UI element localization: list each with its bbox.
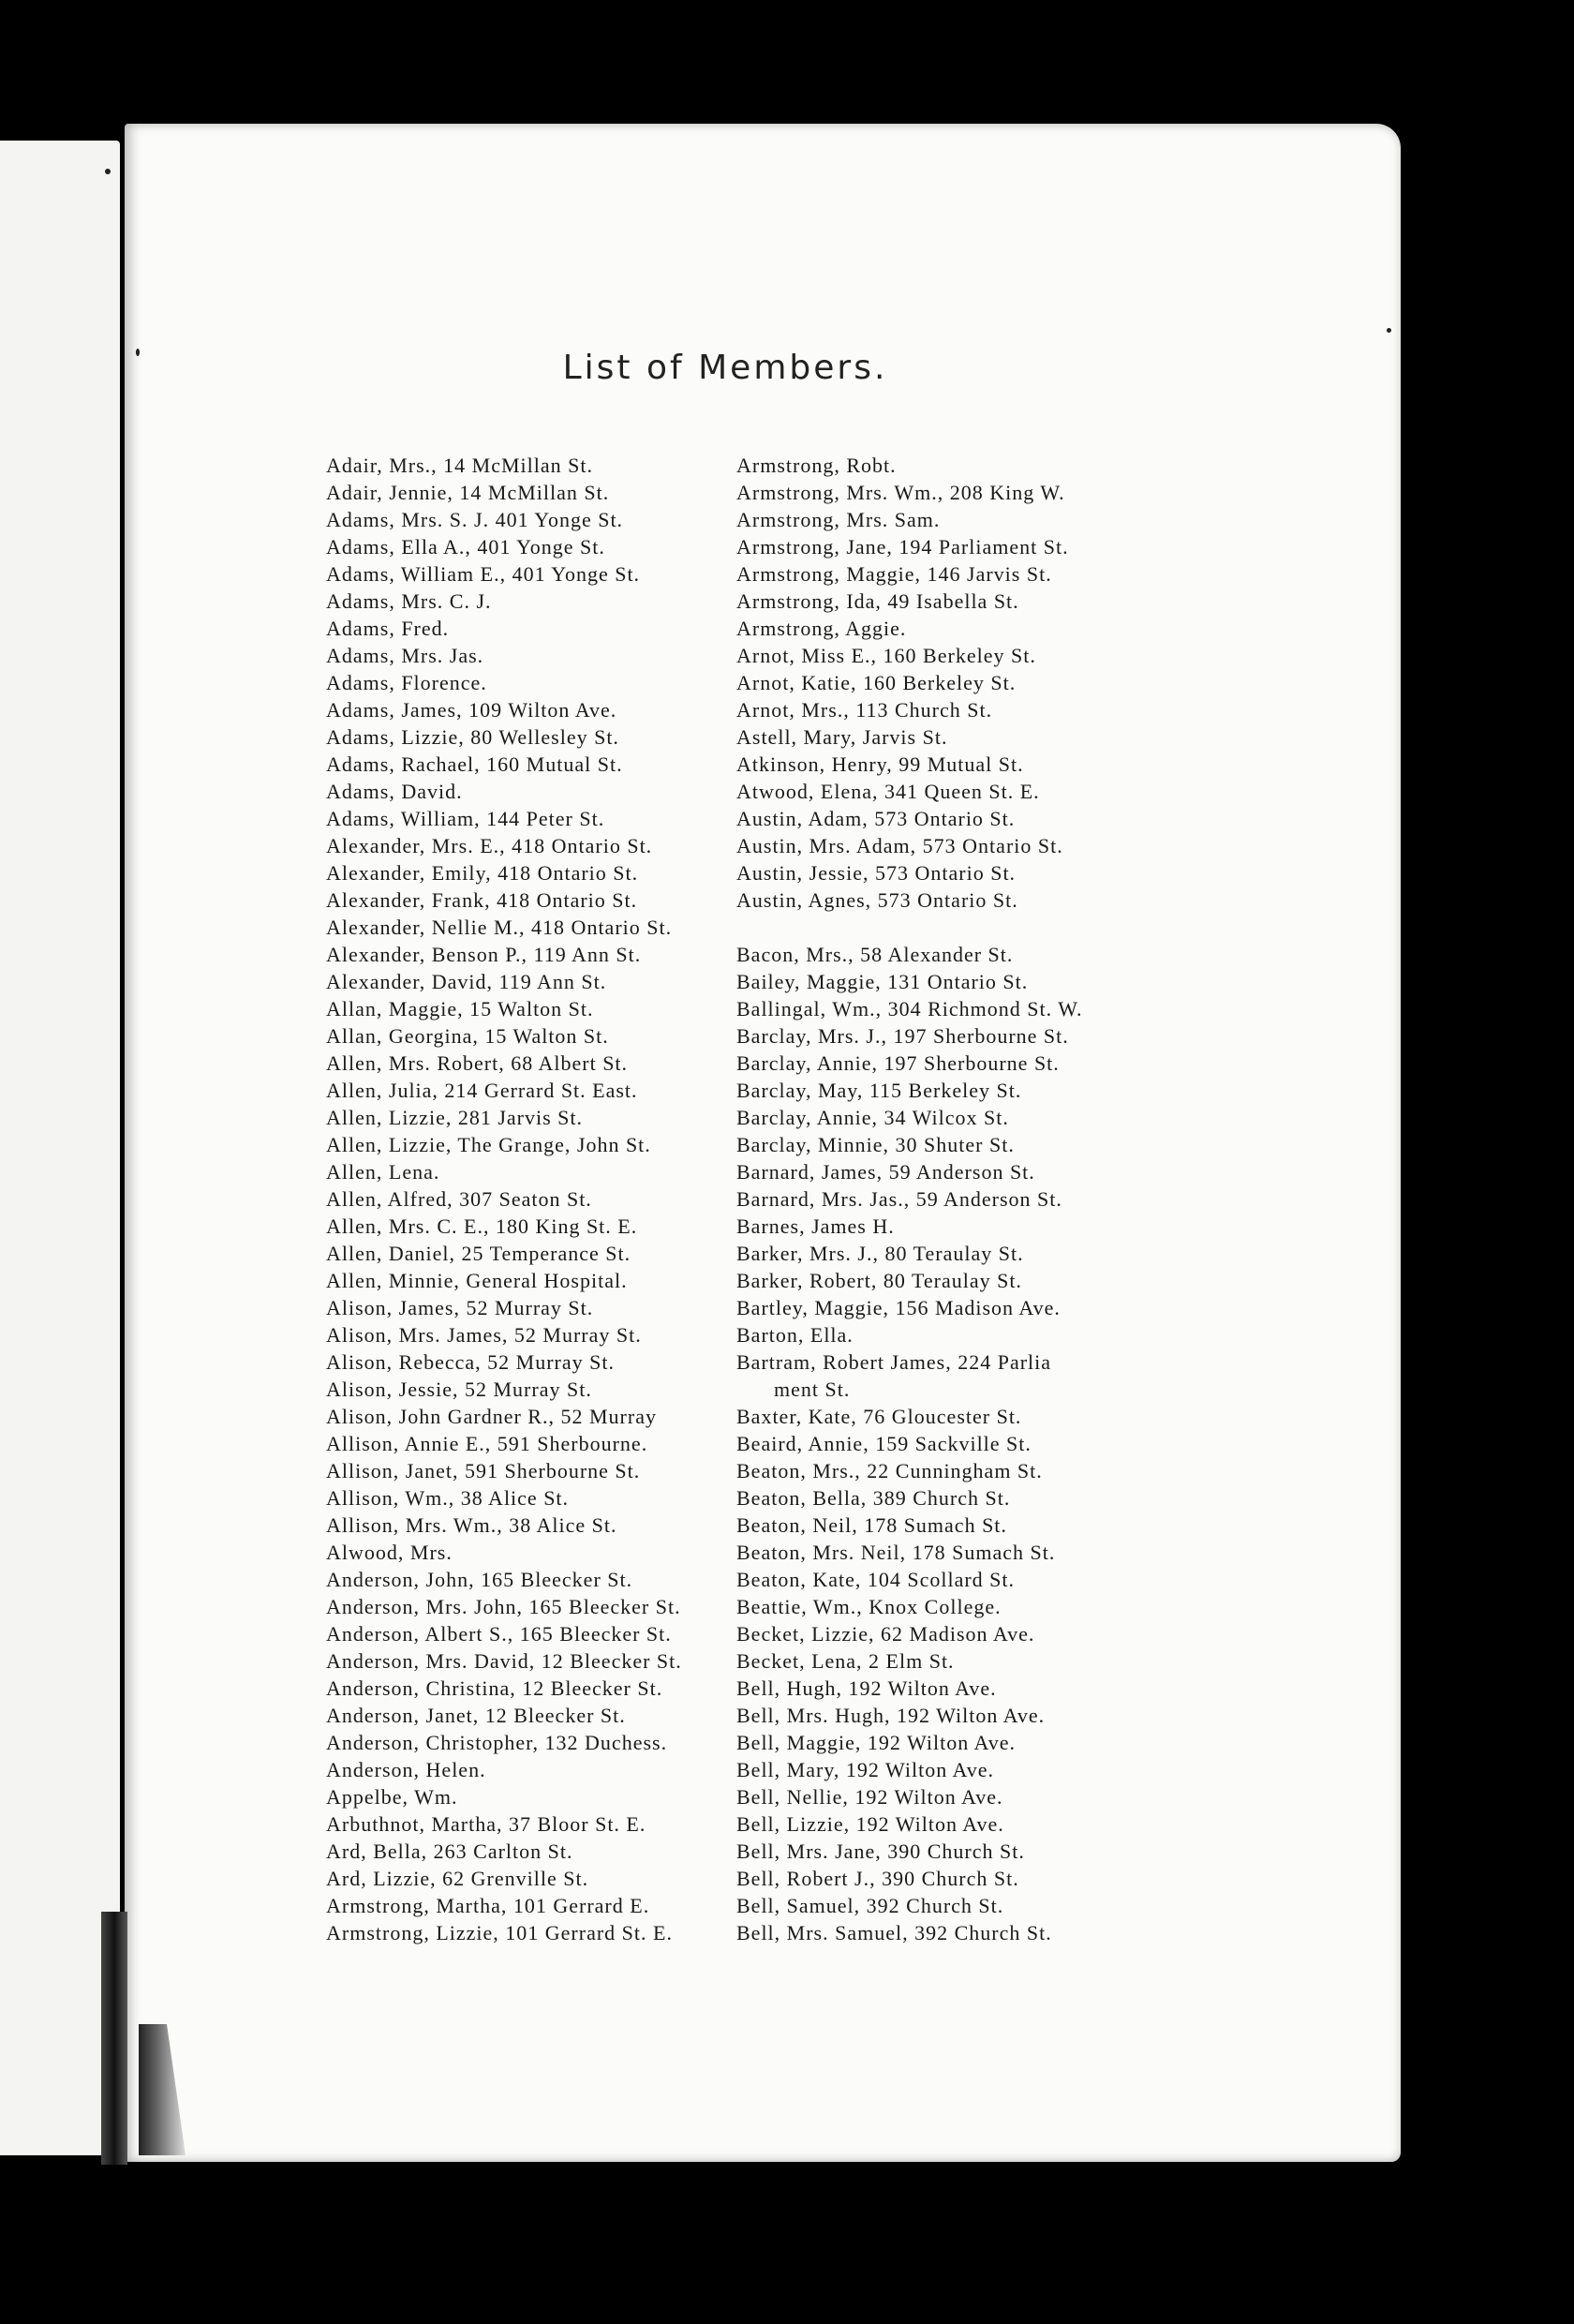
member-entry: Alison, John Gardner R., 52 Murray	[326, 1405, 657, 1428]
member-entry: Bell, Nellie, 192 Wilton Ave.	[736, 1785, 1003, 1809]
member-entry: Allen, Lizzie, The Grange, John St.	[326, 1133, 651, 1156]
member-entry: Beaton, Mrs., 22 Cunningham St.	[736, 1459, 1043, 1482]
member-entry: Adams, Rachael, 160 Mutual St.	[326, 752, 623, 776]
member-entry: Allen, Mrs. Robert, 68 Albert St.	[326, 1051, 629, 1075]
member-entry: Alexander, Frank, 418 Ontario St.	[326, 888, 638, 912]
member-entry: Ard, Bella, 263 Carlton St.	[326, 1840, 573, 1863]
member-entry: Allen, Minnie, General Hospital.	[326, 1269, 628, 1292]
member-entry: Barker, Robert, 80 Teraulay St.	[736, 1269, 1022, 1292]
member-entry: Bell, Lizzie, 192 Wilton Ave.	[736, 1812, 1004, 1836]
member-entry: Adams, Fred.	[326, 617, 450, 640]
member-entry: Austin, Jessie, 573 Ontario St.	[736, 861, 1017, 885]
member-entry: Bell, Mrs. Hugh, 192 Wilton Ave.	[736, 1704, 1046, 1727]
member-entry: Allison, Annie E., 591 Sherbourne.	[326, 1432, 648, 1455]
member-entry: Allen, Lena.	[326, 1160, 440, 1184]
member-entry: Anderson, Mrs. John, 165 Bleecker St.	[326, 1595, 681, 1618]
member-entry: Alison, Rebecca, 52 Murray St.	[326, 1350, 615, 1374]
member-entry: Becket, Lena, 2 Elm St.	[736, 1649, 955, 1673]
member-entry: Arnot, Katie, 160 Berkeley St.	[736, 671, 1017, 694]
member-entry: Barclay, Annie, 34 Wilcox St.	[736, 1106, 1009, 1129]
member-entry: Adair, Mrs., 14 McMillan St.	[326, 454, 593, 477]
member-entry: Beaton, Kate, 104 Scollard St.	[736, 1568, 1016, 1591]
member-entry: Anderson, Christina, 12 Bleecker St.	[326, 1676, 663, 1700]
member-entry: Armstrong, Mrs. Sam.	[736, 508, 941, 531]
member-entry: Adams, Mrs. C. J.	[326, 589, 492, 613]
member-entry: Atwood, Elena, 341 Queen St. E.	[736, 780, 1040, 803]
member-entry: Armstrong, Jane, 194 Parliament St.	[736, 535, 1069, 559]
member-entry: Armstrong, Ida, 49 Isabella St.	[736, 589, 1019, 613]
member-entry: Alexander, David, 119 Ann St.	[326, 970, 607, 993]
binding-shadow	[101, 1912, 127, 2165]
member-entry: Allan, Maggie, 15 Walton St.	[326, 997, 594, 1020]
member-entry: Adams, Lizzie, 80 Wellesley St.	[326, 725, 619, 749]
members-column-left	[326, 452, 682, 1946]
members-column-right	[736, 452, 1083, 1946]
member-entry: Allan, Georgina, 15 Walton St.	[326, 1024, 609, 1048]
member-entry: Bell, Samuel, 392 Church St.	[736, 1894, 1004, 1917]
member-entry: Becket, Lizzie, 62 Madison Ave.	[736, 1622, 1035, 1646]
member-entry: Anderson, Helen.	[326, 1758, 486, 1781]
member-entry: Barnard, James, 59 Anderson St.	[736, 1160, 1035, 1184]
member-entry: Arnot, Mrs., 113 Church St.	[736, 698, 993, 722]
member-entry: Anderson, Christopher, 132 Duchess.	[326, 1731, 668, 1754]
member-entry: Allison, Wm., 38 Alice St.	[326, 1486, 570, 1510]
member-entry: Armstrong, Aggie.	[736, 617, 907, 640]
member-entry: Allen, Julia, 214 Gerrard St. East.	[326, 1079, 638, 1102]
member-entry: Adams, David.	[326, 780, 463, 803]
member-entry: Adams, James, 109 Wilton Ave.	[326, 698, 617, 722]
member-entry: Beattie, Wm., Knox College.	[736, 1595, 1002, 1618]
member-entry: Austin, Mrs. Adam, 573 Ontario St.	[736, 834, 1063, 857]
member-entry: Allison, Janet, 591 Sherbourne St.	[326, 1459, 641, 1482]
member-entry: Barclay, May, 115 Berkeley St.	[736, 1079, 1022, 1102]
member-entry: Adams, Ella A., 401 Yonge St.	[326, 535, 605, 559]
paper-speck	[105, 169, 111, 174]
member-entry: Armstrong, Mrs. Wm., 208 King W.	[736, 481, 1065, 504]
paper-speck	[1387, 328, 1391, 333]
member-entry: Baxter, Kate, 76 Gloucester St.	[736, 1405, 1022, 1428]
member-entry: Alexander, Mrs. E., 418 Ontario St.	[326, 834, 653, 857]
member-entry: Barnes, James H.	[736, 1214, 895, 1238]
member-entry: Armstrong, Maggie, 146 Jarvis St.	[736, 562, 1052, 586]
member-entry: Bell, Mrs. Samuel, 392 Church St.	[736, 1921, 1052, 1944]
member-entry: Astell, Mary, Jarvis St.	[736, 725, 948, 749]
member-entry: Alexander, Emily, 418 Ontario St.	[326, 861, 639, 885]
member-entry: Alwood, Mrs.	[326, 1541, 453, 1564]
member-entry: Allen, Daniel, 25 Temperance St.	[326, 1242, 631, 1265]
member-entry: Armstrong, Robt.	[736, 454, 897, 477]
member-entry: Alexander, Benson P., 119 Ann St.	[326, 943, 642, 966]
member-entry: Armstrong, Martha, 101 Gerrard E.	[326, 1894, 650, 1917]
member-entry-continuation: ment St.	[774, 1378, 851, 1401]
member-entry: Barclay, Mrs. J., 197 Sherbourne St.	[736, 1024, 1069, 1048]
member-entry: Austin, Adam, 573 Ontario St.	[736, 807, 1016, 830]
member-entry: Anderson, Albert S., 165 Bleecker St.	[326, 1622, 672, 1646]
member-entry: Bell, Mary, 192 Wilton Ave.	[736, 1758, 995, 1781]
member-entry: Bacon, Mrs., 58 Alexander St.	[736, 943, 1014, 966]
facing-page-edge	[0, 141, 120, 2155]
member-entry: Austin, Agnes, 573 Ontario St.	[736, 888, 1018, 912]
member-entry: Armstrong, Lizzie, 101 Gerrard St. E.	[326, 1921, 673, 1944]
member-entry: Bell, Hugh, 192 Wilton Ave.	[736, 1676, 997, 1700]
member-entry: Alison, Jessie, 52 Murray St.	[326, 1378, 592, 1401]
member-entry: Adams, William E., 401 Yonge St.	[326, 562, 641, 586]
member-entry: Anderson, Janet, 12 Bleecker St.	[326, 1704, 626, 1727]
member-entry: Barnard, Mrs. Jas., 59 Anderson St.	[736, 1187, 1062, 1211]
section-gap	[736, 914, 1083, 941]
member-entry: Bartley, Maggie, 156 Madison Ave.	[736, 1296, 1061, 1319]
member-entry: Allison, Mrs. Wm., 38 Alice St.	[326, 1513, 617, 1537]
member-entry: Adams, Florence.	[326, 671, 487, 694]
member-entry: Arnot, Miss E., 160 Berkeley St.	[736, 644, 1036, 667]
member-entry: Adams, William, 144 Peter St.	[326, 807, 605, 830]
member-entry: Beaird, Annie, 159 Sackville St.	[736, 1432, 1032, 1455]
member-entry: Allen, Alfred, 307 Seaton St.	[326, 1187, 592, 1211]
page-title: List of Members.	[562, 349, 888, 387]
member-entry: Bell, Robert J., 390 Church St.	[736, 1867, 1019, 1890]
member-entry: Barker, Mrs. J., 80 Teraulay St.	[736, 1242, 1024, 1265]
member-entry: Adams, Mrs. Jas.	[326, 644, 484, 667]
member-entry: Bell, Mrs. Jane, 390 Church St.	[736, 1840, 1025, 1863]
member-entry: Beaton, Mrs. Neil, 178 Sumach St.	[736, 1541, 1056, 1564]
member-entry: Alison, James, 52 Murray St.	[326, 1296, 594, 1319]
member-entry: Beaton, Bella, 389 Church St.	[736, 1486, 1011, 1510]
member-entry: Atkinson, Henry, 99 Mutual St.	[736, 752, 1024, 776]
member-entry: Adair, Jennie, 14 McMillan St.	[326, 481, 610, 504]
member-entry: Alison, Mrs. James, 52 Murray St.	[326, 1323, 642, 1347]
member-entry: Bartram, Robert James, 224 Parlia	[736, 1350, 1052, 1374]
member-entry: Anderson, John, 165 Bleecker St.	[326, 1568, 633, 1591]
member-entry: Allen, Mrs. C. E., 180 King St. E.	[326, 1214, 638, 1238]
member-entry: Bailey, Maggie, 131 Ontario St.	[736, 970, 1029, 993]
member-entry: Adams, Mrs. S. J. 401 Yonge St.	[326, 508, 624, 531]
member-entry: Ballingal, Wm., 304 Richmond St. W.	[736, 997, 1083, 1020]
member-entry: Ard, Lizzie, 62 Grenville St.	[326, 1867, 589, 1890]
member-entry: Allen, Lizzie, 281 Jarvis St.	[326, 1106, 584, 1129]
member-entry: Barclay, Minnie, 30 Shuter St.	[736, 1133, 1015, 1156]
member-entry: Arbuthnot, Martha, 37 Bloor St. E.	[326, 1812, 646, 1836]
member-entry: Bell, Maggie, 192 Wilton Ave.	[736, 1731, 1016, 1754]
member-entry: Beaton, Neil, 178 Sumach St.	[736, 1513, 1007, 1537]
member-entry: Barclay, Annie, 197 Sherbourne St.	[736, 1051, 1060, 1075]
member-entry: Appelbe, Wm.	[326, 1785, 458, 1809]
member-entry: Anderson, Mrs. David, 12 Bleecker St.	[326, 1649, 682, 1673]
member-entry: Alexander, Nellie M., 418 Ontario St.	[326, 916, 673, 939]
member-entry: Barton, Ella.	[736, 1323, 854, 1347]
